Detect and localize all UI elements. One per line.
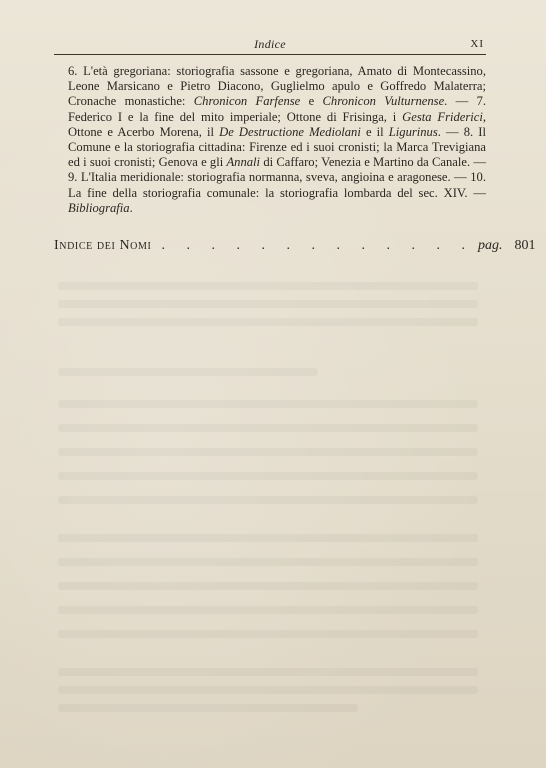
text-segment: e: [300, 94, 323, 109]
text-segment: 6. L'età gregoriana: storiografia sassone e gregoriana, Amato di Montecassino, Leone Marsicano e Pietro Diacono, Guglielmo apulo e Goffredo Malaterra; Cronache monastiche:: [68, 64, 486, 109]
italic-title-segment: Gesta Friderici: [402, 109, 483, 124]
running-header: [54, 36, 486, 55]
bleed-through-shadow: [58, 630, 478, 638]
italic-title-segment: Ligurinus: [388, 124, 438, 139]
bleed-through-shadow: [58, 472, 478, 480]
bleed-through-shadow: [58, 400, 478, 408]
italic-title-segment: Chronicon Vulturnense: [322, 94, 445, 109]
bleed-through-shadow: [58, 448, 478, 456]
italic-title-segment: Bibliografia: [68, 200, 130, 215]
pag-label: pag.: [477, 238, 503, 253]
italic-title-segment: Chronicon Farfense: [193, 94, 301, 109]
text-segment: .: [129, 200, 133, 215]
index-entry-page-number: 801: [514, 238, 536, 253]
header-page-number: XI: [470, 38, 484, 50]
bleed-through-shadow: [58, 282, 478, 290]
header-title: Indice: [254, 37, 286, 51]
bleed-through-shadow: [58, 318, 478, 326]
text-segment: . — 7. Federico I e la fine del mito imperiale; Ottone di Frisinga, i: [68, 94, 487, 124]
bleed-through-shadow: [58, 368, 318, 376]
index-entry-label: Indice dei Nomi: [54, 238, 152, 253]
italic-title-segment: Annali: [226, 155, 261, 170]
index-entry-names: [54, 238, 536, 258]
bleed-through-shadow: [58, 300, 478, 308]
italic-title-segment: De Destructione Mediolani: [219, 124, 361, 139]
bleed-through-shadow: [58, 704, 358, 712]
contents-paragraph: [68, 64, 486, 216]
dot-leader: . . . . . . . . . . . . .: [161, 238, 474, 253]
text-segment: di Caffaro; Venezia e Martino da Canale. — 9. L'Italia meridionale: storiografia normanna, sveva, angioina e aragonese. — 10. La fine della storiografia comunale: la storiografia lombarda del sec. XIV. —: [68, 155, 486, 200]
bleed-through-shadow: [58, 496, 478, 504]
text-segment: e il: [360, 124, 389, 139]
bleed-through-shadow: [58, 668, 478, 676]
bleed-through-shadow: [58, 582, 478, 590]
text-segment: , Ottone e Acerbo Morena, il: [68, 109, 487, 139]
bleed-through-shadow: [58, 534, 478, 542]
bleed-through-shadow: [58, 424, 478, 432]
bleed-through-shadow: [58, 686, 478, 694]
bleed-through-shadow: [58, 558, 478, 566]
bleed-through-shadow: [58, 606, 478, 614]
text-segment: . — 8. Il Comune e la storiografia cittadina: Firenze ed i suoi cronisti; la Marca Trevigiana ed i suoi cronisti; Genova e gli: [68, 124, 486, 170]
